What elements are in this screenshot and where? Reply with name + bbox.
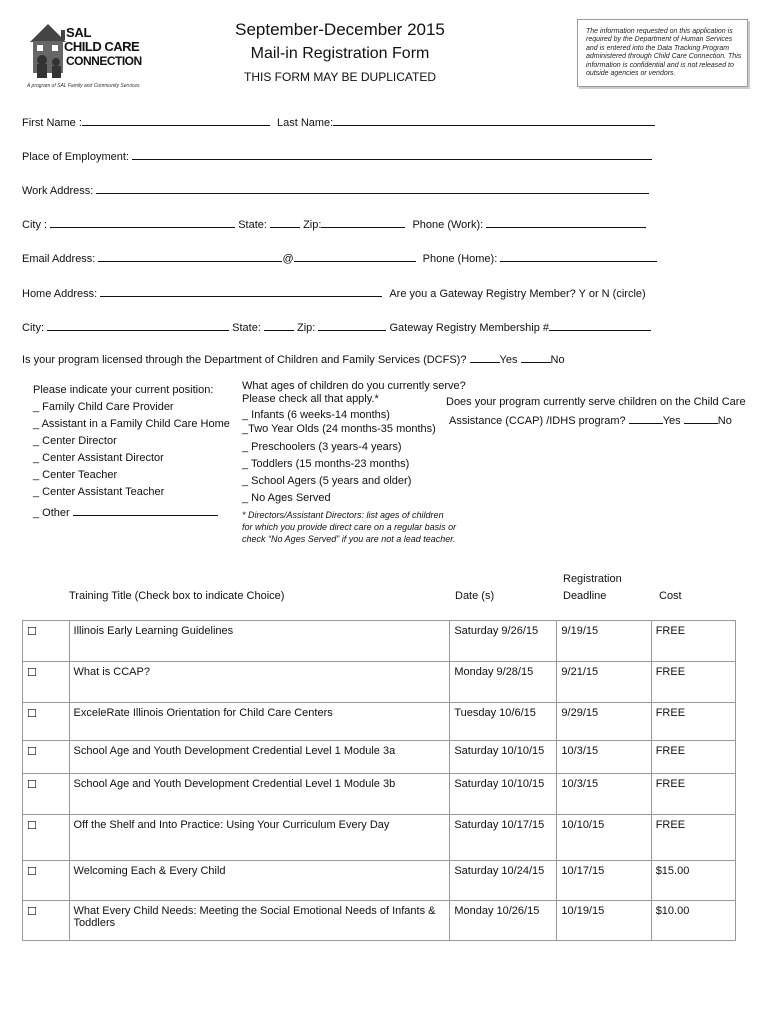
position-option[interactable]: _ Assistant in a Family Child Care Home <box>33 418 230 430</box>
checkbox-icon[interactable]: ☐ <box>23 621 70 662</box>
dcfs-yes-label: Yes <box>499 354 518 366</box>
work-address-row <box>22 183 649 197</box>
training-title: Off the Shelf and Into Practice: Using Your Curriculum Every Day <box>69 815 450 861</box>
logo-sal: SAL <box>66 25 92 40</box>
city-label: City : <box>22 219 48 231</box>
home-address-field[interactable] <box>100 286 382 297</box>
ages-footnote: for which you provide direct care on a regular basis or <box>242 522 457 532</box>
training-cost: $10.00 <box>651 901 735 941</box>
table-row <box>23 774 736 815</box>
age-option[interactable]: _ Preschoolers (3 years-4 years) <box>242 441 402 453</box>
last-name-field[interactable] <box>333 115 655 126</box>
training-cost: FREE <box>651 815 735 861</box>
dcfs-licensed-row <box>22 352 565 366</box>
at-sign: @ <box>282 253 294 265</box>
training-title: School Age and Youth Development Credential Level 1 Module 3b <box>69 774 450 815</box>
phone-home-label: Phone (Home): <box>422 253 498 265</box>
training-cost: FREE <box>651 774 735 815</box>
age-option[interactable]: _ Toddlers (15 months-23 months) <box>242 458 410 470</box>
checkbox-icon[interactable]: ☐ <box>23 703 70 741</box>
work-address-field[interactable] <box>96 183 649 194</box>
ages-footnote: check “No Ages Served” if you are not a lead teacher. <box>242 534 456 544</box>
ages-subheading: Please check all that apply.* <box>242 393 379 405</box>
checkbox-icon[interactable]: ☐ <box>23 741 70 774</box>
employment-field[interactable] <box>132 149 652 160</box>
city-field[interactable] <box>50 217 235 228</box>
training-date: Monday 10/26/15 <box>450 901 557 941</box>
dcfs-question: Is your program licensed through the Department of Children and Family Services (DCFS)? <box>22 354 467 366</box>
training-deadline: 10/17/15 <box>557 861 651 901</box>
logo <box>22 18 157 93</box>
training-date: Saturday 10/24/15 <box>450 861 557 901</box>
training-title: Welcoming Each & Every Child <box>69 861 450 901</box>
table-row <box>23 815 736 861</box>
confidentiality-notice: The information requested on this application is required by the Department of Human Services and is entered into the Data Tracking Program administered through Child Care Connection. This information is confidential and is not released to outside agencies or vendors. <box>577 19 748 87</box>
position-option-other[interactable]: _ Other <box>33 507 70 519</box>
col-header-deadline: Deadline <box>563 590 607 602</box>
training-title: What Every Child Needs: Meeting the Social Emotional Needs of Infants & Toddlers <box>69 901 450 941</box>
checkbox-icon[interactable]: ☐ <box>23 815 70 861</box>
ccap-no-field[interactable] <box>684 413 718 424</box>
table-row <box>23 861 736 901</box>
training-date: Monday 9/28/15 <box>450 662 557 703</box>
table-row <box>23 621 736 662</box>
home-city-label: City: <box>22 322 44 334</box>
training-date: Saturday 10/10/15 <box>450 774 557 815</box>
checkbox-icon[interactable]: ☐ <box>23 901 70 941</box>
table-row <box>23 662 736 703</box>
training-cost: FREE <box>651 741 735 774</box>
email-label: Email Address: <box>22 253 96 265</box>
training-date: Saturday 10/17/15 <box>450 815 557 861</box>
home-state-label: State: <box>232 322 261 334</box>
table-row <box>23 901 736 941</box>
training-cost: FREE <box>651 703 735 741</box>
work-address-label: Work Address: <box>22 185 94 197</box>
table-row <box>23 741 736 774</box>
state-field[interactable] <box>270 217 300 228</box>
home-address-row <box>22 286 646 300</box>
logo-tagline: A program of SAL Family and Community Services <box>27 83 140 89</box>
ccap-row <box>449 413 732 427</box>
training-date: Saturday 10/10/15 <box>450 741 557 774</box>
position-option[interactable]: _ Center Assistant Teacher <box>33 486 165 498</box>
logo-connection: CONNECTION <box>66 54 142 68</box>
employment-row <box>22 149 652 163</box>
position-heading: Please indicate your current position: <box>33 384 214 396</box>
training-deadline: 10/3/15 <box>557 774 651 815</box>
state-label: State: <box>238 219 267 231</box>
phone-home-field[interactable] <box>500 251 657 262</box>
home-city-row <box>22 320 651 334</box>
zip-label: Zip: <box>303 219 322 231</box>
position-option[interactable]: _ Center Director <box>33 435 117 447</box>
ccap-yes-field[interactable] <box>629 413 663 424</box>
employment-label: Place of Employment: <box>22 151 129 163</box>
ages-footnote: * Directors/Assistant Directors: list ages of children <box>242 510 444 520</box>
training-title: What is CCAP? <box>69 662 450 703</box>
dcfs-no-field[interactable] <box>521 352 551 363</box>
training-deadline: 10/10/15 <box>557 815 651 861</box>
home-address-label: Home Address: <box>22 288 98 300</box>
position-option[interactable]: _ Center Teacher <box>33 469 118 481</box>
ccap-no-label: No <box>717 415 732 427</box>
first-name-field[interactable] <box>82 115 270 126</box>
last-name-label: Last Name: <box>276 117 334 129</box>
age-option[interactable]: _ No Ages Served <box>242 492 331 504</box>
training-cost: FREE <box>651 621 735 662</box>
ccap-question-2: Assistance (CCAP) /IDHS program? <box>449 415 626 427</box>
training-deadline: 9/19/15 <box>557 621 651 662</box>
training-deadline: 10/3/15 <box>557 741 651 774</box>
col-header-training-title: Training Title (Check box to indicate Choice) <box>69 590 285 602</box>
work-city-row <box>22 217 646 231</box>
home-state-field[interactable] <box>264 320 294 331</box>
gateway-number-field[interactable] <box>549 320 651 331</box>
email-user-field[interactable] <box>98 251 282 262</box>
checkbox-icon[interactable]: ☐ <box>23 662 70 703</box>
first-name-row <box>22 115 655 129</box>
phone-work-field[interactable] <box>486 217 646 228</box>
email-row <box>22 251 657 265</box>
first-name-label: First Name : <box>22 117 82 129</box>
position-option[interactable]: _ Family Child Care Provider <box>33 401 174 413</box>
training-title: Illinois Early Learning Guidelines <box>69 621 450 662</box>
age-option[interactable]: _ Infants (6 weeks-14 months) <box>242 409 390 421</box>
home-zip-field[interactable] <box>318 320 386 331</box>
col-header-cost: Cost <box>659 590 682 602</box>
training-table <box>22 620 736 941</box>
form-subtitle: Mail-in Registration Form <box>250 45 430 62</box>
gateway-member-question: Are you a Gateway Registry Member? Y or N (circle) <box>389 288 646 300</box>
home-zip-label: Zip: <box>297 322 316 334</box>
training-date: Saturday 9/26/15 <box>450 621 557 662</box>
ages-heading: What ages of children do you currently serve? <box>242 380 466 392</box>
age-option[interactable]: _ School Agers (5 years and older) <box>242 475 412 487</box>
position-other-row <box>33 505 218 519</box>
home-city-field[interactable] <box>47 320 229 331</box>
training-title: ExceleRate Illinois Orientation for Child Care Centers <box>69 703 450 741</box>
checkbox-icon[interactable]: ☐ <box>23 861 70 901</box>
checkbox-icon[interactable]: ☐ <box>23 774 70 815</box>
training-deadline: 9/29/15 <box>557 703 651 741</box>
page-title: September-December 2015 <box>235 20 445 39</box>
training-title: School Age and Youth Development Credential Level 1 Module 3a <box>69 741 450 774</box>
ccap-question: Does your program currently serve children on the Child Care <box>446 396 746 408</box>
ccap-yes-label: Yes <box>662 415 681 427</box>
phone-work-label: Phone (Work): <box>412 219 484 231</box>
zip-field[interactable] <box>321 217 405 228</box>
table-row <box>23 703 736 741</box>
gateway-number-label: Gateway Registry Membership # <box>389 322 550 334</box>
dcfs-no-label: No <box>550 354 565 366</box>
training-cost: FREE <box>651 662 735 703</box>
email-domain-field[interactable] <box>294 251 416 262</box>
training-deadline: 9/21/15 <box>557 662 651 703</box>
age-option[interactable]: _Two Year Olds (24 months-35 months) <box>242 423 436 435</box>
logo-child-care: CHILD CARE <box>64 39 140 54</box>
duplicate-note: THIS FORM MAY BE DUPLICATED <box>243 70 437 84</box>
col-header-registration: Registration <box>563 573 622 585</box>
training-cost: $15.00 <box>651 861 735 901</box>
position-other-field[interactable] <box>73 505 218 516</box>
dcfs-yes-field[interactable] <box>470 352 500 363</box>
position-option[interactable]: _ Center Assistant Director <box>33 452 164 464</box>
training-date: Tuesday 10/6/15 <box>450 703 557 741</box>
training-deadline: 10/19/15 <box>557 901 651 941</box>
col-header-date: Date (s) <box>455 590 495 602</box>
